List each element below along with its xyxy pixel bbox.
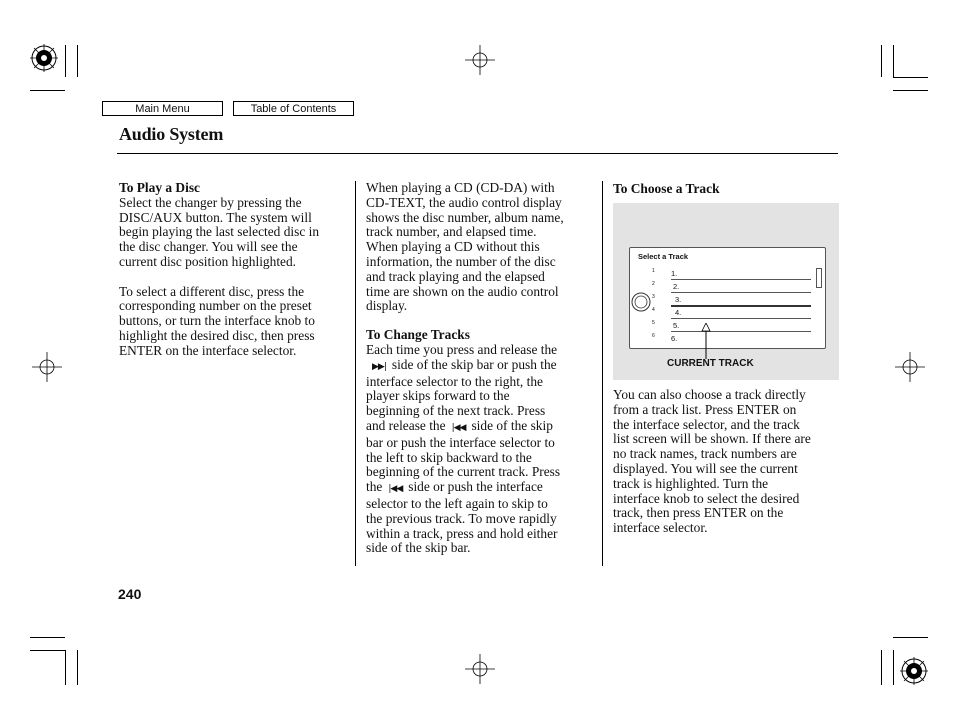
- figure-caption: CURRENT TRACK: [667, 358, 754, 369]
- preset-number: 4: [652, 307, 655, 313]
- text-line: beginning of the current track. Press: [366, 464, 561, 480]
- text-line: DISC/AUX button. The system will: [119, 209, 312, 225]
- crosshair-icon: [465, 45, 495, 75]
- section-heading: To Choose a Track: [613, 181, 720, 196]
- preset-number: 5: [652, 320, 655, 326]
- registration-rose-icon: [900, 657, 928, 685]
- track-row-highlighted: 3.: [671, 294, 811, 307]
- section-heading: To Change Tracks: [366, 327, 470, 343]
- text-line: To select a different disc, press the: [119, 283, 305, 299]
- text-line: and release the |◀◀ side of the skip: [366, 419, 598, 436]
- track-row: 1.: [671, 268, 811, 280]
- column-choose-track-text: [613, 388, 839, 536]
- preset-number: 1: [652, 268, 655, 274]
- text-line: You can also choose a track directly: [613, 387, 806, 402]
- column-choose-track: [613, 182, 839, 197]
- text-line: ENTER on the interface selector.: [119, 342, 297, 358]
- main-menu-button[interactable]: Main Menu: [102, 101, 223, 116]
- preset-number: 6: [652, 333, 655, 339]
- text-line: begin playing the last selected disc in: [119, 224, 320, 240]
- screen-title: Select a Track: [638, 252, 689, 261]
- skip-back-icon: |◀◀: [451, 422, 466, 433]
- page-title: Audio System: [119, 124, 224, 144]
- text-line: the |◀◀ side or push the interface: [366, 480, 598, 497]
- text-line: Select the changer by pressing the: [119, 194, 302, 210]
- track-row: 2.: [671, 281, 811, 293]
- text-line: CD-TEXT, the audio control display: [366, 194, 562, 210]
- text-line: interface selector to the right, the: [366, 373, 543, 389]
- column-divider: [602, 181, 603, 566]
- interface-knob-icon: [630, 288, 652, 316]
- section-heading: To Play a Disc: [119, 180, 200, 195]
- registration-rose-icon: [30, 44, 58, 72]
- text-line: bar or push the interface selector to: [366, 434, 555, 450]
- text-line: side of the skip bar.: [366, 540, 471, 556]
- text-line: current disc position highlighted.: [119, 253, 297, 269]
- text-line: ▶▶| side of the skip bar or push the: [366, 358, 598, 375]
- text-line: When playing a CD (CD-DA) with: [366, 180, 555, 195]
- text-line: track number, and elapsed time.: [366, 224, 537, 240]
- text-line: selector to the left again to skip to: [366, 495, 548, 511]
- text-line: from a track list. Press ENTER on: [613, 401, 797, 417]
- text-line: interface knob to select the desired: [613, 490, 800, 506]
- text-line: displayed. You will see the current: [613, 460, 798, 476]
- scrollbar: [816, 268, 822, 288]
- text-line: track, then press ENTER on the: [613, 505, 784, 521]
- preset-number: 2: [652, 281, 655, 287]
- column-divider: [355, 181, 356, 566]
- text-line: list screen will be shown. If there are: [613, 431, 811, 447]
- skip-forward-icon: ▶▶|: [372, 361, 386, 372]
- text-line: information, the number of the disc: [366, 253, 556, 269]
- text-line: no track names, track numbers are: [613, 446, 797, 462]
- text-line: player skips forward to the: [366, 388, 510, 404]
- text-line: shows the disc number, album name,: [366, 209, 564, 225]
- text-line: the left to skip backward to the: [366, 449, 532, 465]
- preset-number: 3: [652, 294, 655, 300]
- text-line: highlight the desired disc, then press: [119, 327, 315, 343]
- text-line: Each time you press and release the: [366, 341, 558, 357]
- text-line: When playing a CD without this: [366, 239, 540, 255]
- track-row: 5.: [671, 320, 811, 332]
- text-line: the interface selector, and the track: [613, 416, 800, 432]
- text-line: within a track, press and hold either: [366, 525, 558, 541]
- text-line: buttons, or turn the interface knob to: [119, 313, 315, 329]
- page-number: 240: [118, 586, 142, 602]
- text-line: beginning of the next track. Press: [366, 403, 546, 419]
- track-row: 4.: [671, 307, 811, 319]
- track-list-figure: [613, 203, 839, 380]
- text-line: interface selector.: [613, 520, 708, 536]
- text-line: corresponding number on the preset: [119, 298, 312, 314]
- track-list-screen: [629, 247, 826, 349]
- crosshair-icon: [465, 654, 495, 684]
- table-of-contents-button[interactable]: Table of Contents: [233, 101, 354, 116]
- crosshair-icon: [895, 352, 925, 382]
- text-line: the disc changer. You will see the: [119, 239, 298, 255]
- title-rule: [117, 153, 838, 154]
- track-row: 6.: [671, 334, 678, 343]
- text-line: track is highlighted. Turn the: [613, 475, 769, 491]
- arrow-up-icon: [701, 323, 711, 359]
- crosshair-icon: [32, 352, 62, 382]
- column-change-tracks: [366, 181, 598, 556]
- skip-back-icon: |◀◀: [388, 484, 403, 495]
- text-line: time are shown on the audio control: [366, 283, 559, 299]
- text-line: and track playing and the elapsed: [366, 268, 545, 284]
- text-line: the previous track. To move rapidly: [366, 510, 557, 526]
- text-line: display.: [366, 298, 408, 314]
- column-play-disc: [119, 181, 351, 359]
